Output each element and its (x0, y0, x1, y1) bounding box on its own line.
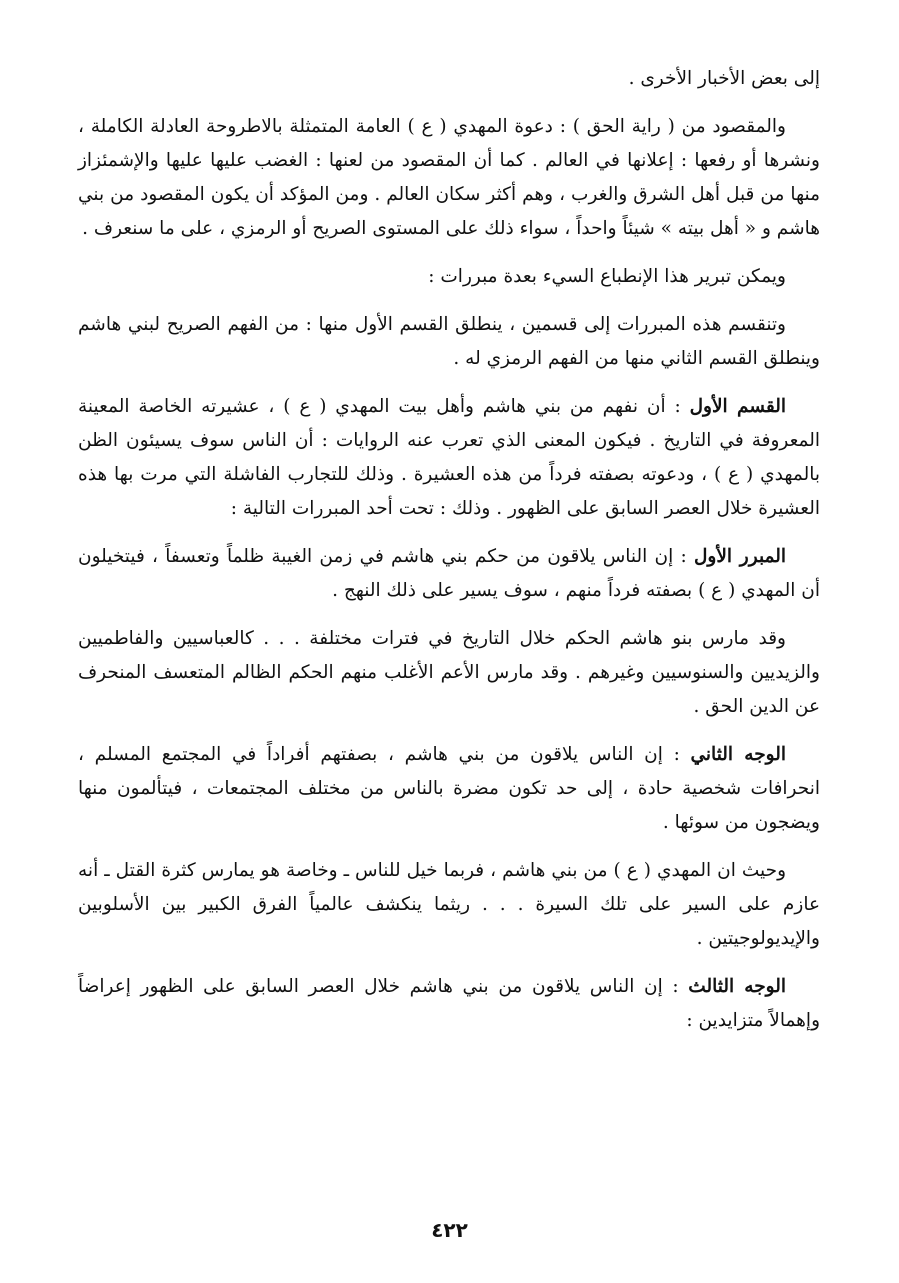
paragraph-two-sections (78, 308, 820, 376)
paragraph-text: : إن الناس يلاقون من حكم بني هاشم في زمن الغيبة ظلماً وتعسفاً ، فيتخيلون أن المهدي ( ع ) بصفته فرداً منهم ، سوف يسير على ذلك النهج . (78, 546, 820, 601)
paragraph-text: : إن الناس يلاقون من بني هاشم خلال العصر السابق على الظهور إعراضاً وإهمالاً متزايدين : (78, 976, 820, 1031)
paragraph-continuation (78, 62, 820, 96)
paragraph-text: : إن الناس يلاقون من بني هاشم ، بصفتهم أفراداً في المجتمع المسلم ، انحرافات شخصية حادة ، إلى حد تكون مضرة بالناس من مختلف المجتمعات ، فيتألمون منها ويضجون من سوئها . (78, 744, 820, 833)
paragraph-text: وحيث ان المهدي ( ع ) من بني هاشم ، فربما خيل للناس ـ وخاصة هو يمارس كثرة القتل ـ أنه عازم على السير على تلك السيرة . . . ريثما ينكشف عالمياً الفرق الكبير بين الأسلوبين والإيديولوجيتين . (78, 860, 820, 949)
document-page (78, 62, 820, 1052)
paragraph-first-section (78, 390, 820, 526)
paragraph-text: وتنقسم هذه المبررات إلى قسمين ، ينطلق القسم الأول منها : من الفهم الصريح لبني هاشم وينطلق القسم الثاني منها من الفهم الرمزي له . (78, 314, 820, 369)
paragraph-mahdi-banu-hashim (78, 854, 820, 956)
paragraph-text: وقد مارس بنو هاشم الحكم خلال التاريخ في فترات مختلفة . . . كالعباسيين والفاطميين والزيديين والسنوسيين وغيرهم . وقد مارس الأعم الأغلب منهم الحكم الظالم المتعسف المنحرف عن الدين الحق . (78, 628, 820, 717)
paragraph-second-aspect (78, 738, 820, 840)
paragraph-text: والمقصود من ( راية الحق ) : دعوة المهدي ( ع ) العامة المتمثلة بالاطروحة العادلة الكاملة ، ونشرها أو رفعها : إعلانها في العالم . كما أن المقصود من لعنها : الغضب عليها عليها والإشمئزاز منها من قبل أهل الشرق والغرب ، وهم أكثر سكان العالم . ومن المؤكد أن يكون المقصود من بني هاشم و « أهل بيته » شيئاً واحداً ، سواء ذلك على المستوى الصريح أو الرمزي ، على ما سنعرف . (78, 116, 820, 239)
paragraph-third-aspect (78, 970, 820, 1038)
page-number: ٤٢٢ (431, 1218, 468, 1242)
paragraph-text: : أن نفهم من بني هاشم وأهل بيت المهدي ( ع ) ، عشيرته الخاصة المعينة المعروفة في التاريخ . فيكون المعنى الذي تعرب عنه الروايات : أن الناس سوف يسيئون الظن بالمهدي ( ع ) ، ودعوته بصفته فرداً من هذه العشيرة . وذلك للتجارب الفاشلة التي مرت بها هذه العشيرة خلال العصر السابق على الظهور . وذلك : تحت أحد المبررات التالية : (78, 396, 820, 519)
paragraph-banner-meaning (78, 110, 820, 246)
paragraph-first-justification (78, 540, 820, 608)
paragraph-justifications-intro (78, 260, 820, 294)
section-heading: المبرر الأول (693, 546, 787, 567)
section-heading: الوجه الثاني (690, 744, 786, 765)
section-heading: القسم الأول (689, 396, 786, 417)
paragraph-text: إلى بعض الأخبار الأخرى . (628, 68, 820, 89)
paragraph-historical-rule (78, 622, 820, 724)
paragraph-text: ويمكن تبرير هذا الإنطباع السيء بعدة مبررات : (428, 266, 786, 287)
section-heading: الوجه الثالث (688, 976, 786, 997)
